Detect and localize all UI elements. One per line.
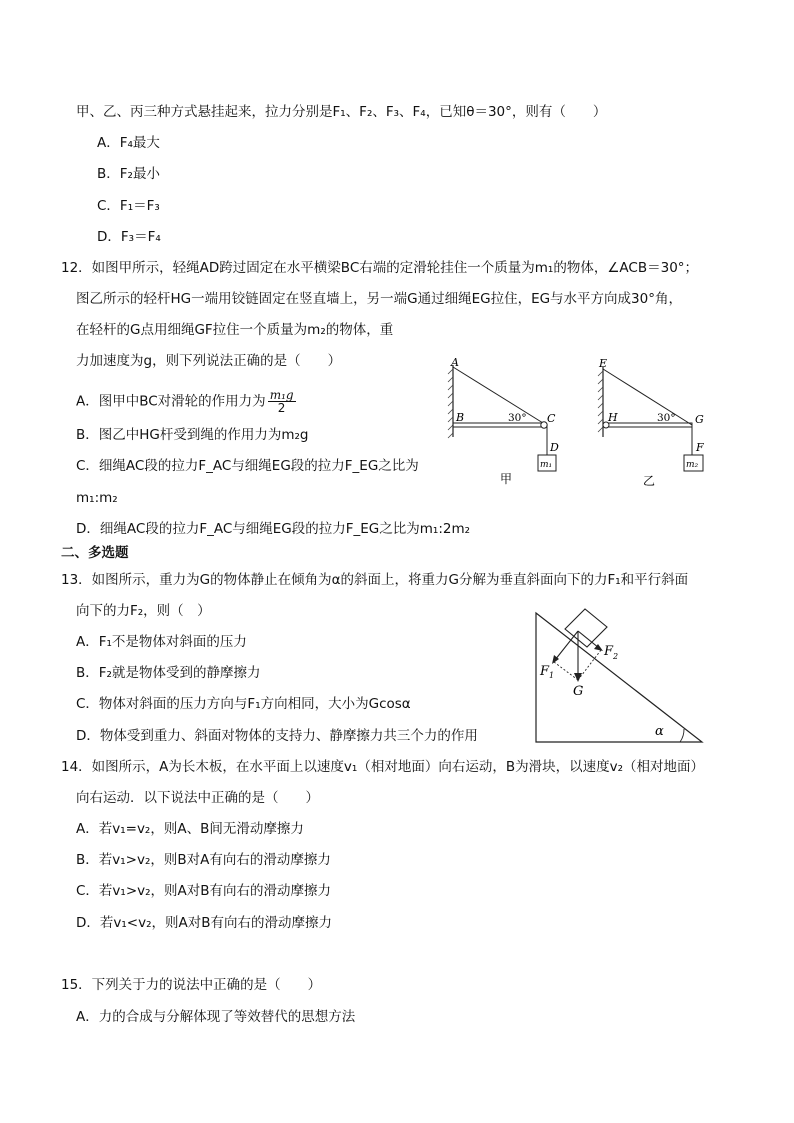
q14-option-d: D．若v₁<v₂，则A对B有向右的滑动摩擦力 bbox=[76, 915, 333, 931]
q14-line2: 向右运动．以下说法中正确的是（ ） bbox=[76, 790, 319, 806]
label-f1: $F_1$ bbox=[540, 664, 555, 680]
q12-option-a bbox=[76, 389, 296, 414]
q11-option-c: C．F₁＝F₃ bbox=[97, 198, 160, 214]
fraction-numerator: m₁g bbox=[269, 388, 294, 402]
label-g: G bbox=[695, 413, 704, 426]
q12-option-b: B．图乙中HG杆受到绳的作用力为m₂g bbox=[76, 427, 309, 443]
q14-line1: 14．如图所示，A为长木板，在水平面上以速度v₁（相对地面）向右运动，B为滑块，以速度v₂（相对地面） bbox=[61, 759, 704, 775]
caption-jia: 甲 bbox=[500, 472, 513, 486]
q13-line1: 13．如图所示，重力为G的物体静止在倾角为α的斜面上，将重力G分解为垂直斜面向下的力F₁和平行斜面 bbox=[61, 572, 689, 588]
label-alpha: α bbox=[655, 724, 664, 739]
q12-option-a-text: A．图甲中BC对滑轮的作用力为 bbox=[76, 393, 266, 410]
q11-stem: 甲、乙、丙三种方式悬挂起来，拉力分别是F₁、F₂、F₃、F₄，已知θ＝30°，则有（ ） bbox=[76, 104, 607, 120]
q13-figure bbox=[530, 603, 710, 748]
label-h: H bbox=[608, 411, 618, 424]
label-d: D bbox=[550, 441, 559, 454]
caption-yi: 乙 bbox=[643, 474, 656, 488]
q12-line1: 12．如图甲所示，轻绳AD跨过固定在水平横梁BC右端的定滑轮挂住一个质量为m₁的物体，∠ACB＝30°； bbox=[61, 260, 699, 276]
q14-option-a: A．若v₁=v₂，则A、B间无滑动摩擦力 bbox=[76, 821, 304, 837]
q13-line2: 向下的力F₂，则（ ） bbox=[76, 603, 211, 619]
q12-option-d: D．细绳AC段的拉力F_AC与细绳EG段的拉力F_EG之比为m₁:2m₂ bbox=[76, 521, 471, 537]
angle-label: 30° bbox=[657, 412, 676, 424]
label-e: E bbox=[599, 357, 608, 370]
q15-option-a: A．力的合成与分解体现了等效替代的思想方法 bbox=[76, 1009, 356, 1025]
label-b: B bbox=[456, 411, 465, 424]
section-title: 二、多选题 bbox=[61, 545, 129, 561]
label-c: C bbox=[547, 412, 556, 425]
q11-option-d: D．F₃＝F₄ bbox=[97, 229, 161, 245]
angle-label: 30° bbox=[508, 412, 527, 424]
mass-label: m₁ bbox=[540, 460, 553, 470]
q14-option-b: B．若v₁>v₂，则B对A有向右的滑动摩擦力 bbox=[76, 852, 331, 868]
label-a: A bbox=[451, 356, 459, 369]
figure-yi bbox=[598, 357, 704, 488]
fraction bbox=[268, 389, 296, 414]
q13-option-a: A．F₁不是物体对斜面的压力 bbox=[76, 634, 247, 650]
q11-option-b: B．F₂最小 bbox=[97, 166, 160, 182]
figure-jia bbox=[448, 356, 559, 486]
q13-option-d: D．物体受到重力、斜面对物体的支持力、静摩擦力共三个力的作用 bbox=[76, 728, 478, 744]
q13-option-b: B．F₂就是物体受到的静摩擦力 bbox=[76, 665, 261, 681]
fraction-denominator: 2 bbox=[277, 401, 286, 415]
q14-option-c: C．若v₁>v₂，则A对B有向右的滑动摩擦力 bbox=[76, 883, 332, 899]
q15-stem: 15．下列关于力的说法中正确的是（ ） bbox=[61, 977, 322, 993]
label-f: F bbox=[696, 441, 704, 454]
q11-option-a: A．F₄最大 bbox=[97, 135, 160, 151]
q12-line3: 在轻杆的G点用细绳GF拉住一个质量为m₂的物体，重 bbox=[76, 322, 394, 338]
label-f2: $F_2$ bbox=[604, 644, 619, 661]
label-g: G bbox=[573, 684, 584, 699]
q12-figure bbox=[440, 355, 720, 490]
q13-option-c: C．物体对斜面的压力方向与F₁方向相同，大小为Gcosα bbox=[76, 696, 411, 712]
q12-line2: 图乙所示的轻杆HG一端用铰链固定在竖直墙上，另一端G通过细绳EG拉住，EG与水平方向成30°角， bbox=[76, 291, 682, 307]
mass-label: m₂ bbox=[686, 460, 699, 470]
q12-line4: 力加速度为g，则下列说法正确的是（ ） bbox=[76, 353, 342, 369]
q12-option-c-line2: m₁:m₂ bbox=[76, 490, 118, 506]
q12-option-c-line1: C．细绳AC段的拉力F_AC与细绳EG段的拉力F_EG之比为 bbox=[76, 458, 419, 474]
